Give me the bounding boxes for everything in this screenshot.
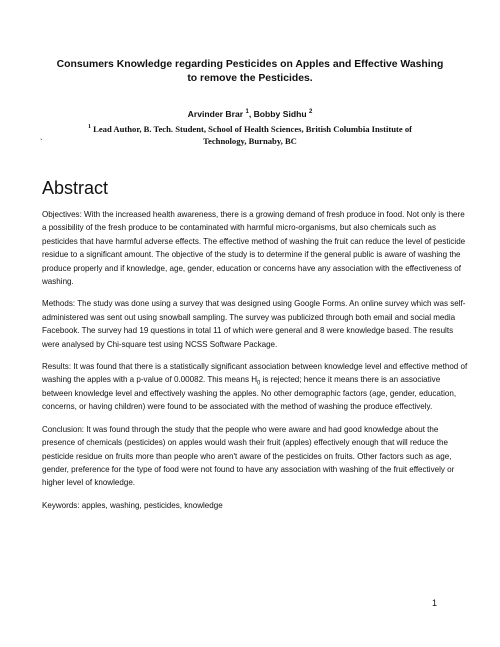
methods-paragraph: Methods: The study was done using a survey that was designed using Google Forms. An online survey which was self-administered was sent out using snowball sampling. The survey was publicized through both email and social media Facebook. The survey had 19 questions in total 11 of which were general and 8 were knowledge based. The results were analysed by Chi-square test using NCSS Software Package. bbox=[42, 299, 466, 349]
results-subscript: 0 bbox=[257, 381, 261, 388]
objectives-paragraph: Objectives: With the increased health awareness, there is a growing demand of fresh produce in food. Not only is there a possibility of the fresh produce to be contaminated with harmful micro-organisms, but also chemicals such as pesticides that have harmful adverse effects. The effective method of washing the fruit can reduce the level of pesticide residue to a significant amount. The objective of the study is to determine if the general public is aware of washing the produce properly and if knowledge, age, gender, education or concerns have any association with the effectiveness of washing. bbox=[42, 210, 466, 287]
affiliation-line-2: Technology, Burnaby, BC bbox=[203, 136, 297, 146]
affiliation bbox=[60, 123, 440, 147]
results-text-1: Results: It was found that there is a statistically significant association between knowledge level and effective method of washing the apples with a p-value of 0.00082. This means H bbox=[42, 362, 468, 385]
results-text-2: is rejected; hence it means there is an associative between knowledge level and effectively washing the apples. No other demographic factors (age, gender, education, concerns, or having children) were found to be associated with the method of washing the produce effectively. bbox=[42, 375, 457, 412]
paper-title-line-1: Consumers Knowledge regarding Pesticides on Apples and Effective Washing bbox=[56, 59, 444, 70]
abstract-body bbox=[42, 208, 468, 521]
page-number: 1 bbox=[432, 598, 438, 608]
author-separator: , bbox=[248, 109, 254, 119]
stray-mark: ` bbox=[40, 138, 43, 147]
author-list bbox=[40, 108, 460, 121]
affiliation-line-1 bbox=[60, 123, 440, 135]
abstract-heading: Abstract bbox=[42, 178, 109, 198]
affiliation-text-1: Lead Author, B. Tech. Student, School of Health Sciences, British Columbia Institute of bbox=[90, 124, 413, 134]
author-2-mark: 2 bbox=[308, 109, 313, 116]
conclusion-paragraph: Conclusion: It was found through the study that the people who were aware and had good knowledge about the presence of chemicals (pesticides) on apples would wash their fruit (apples) effectively enough that will reduce the pesticide residue on fruits more than people who aren't aware of the pesticides on fruits. Other factors such as age, gender, preference for the type of food were not found to have any association with washing of the fruit effectively or higher level of knowledge. bbox=[42, 424, 455, 488]
paper-title bbox=[40, 58, 460, 86]
paper-title-line-2: to remove the Pesticides. bbox=[187, 73, 313, 84]
author-2-name: Bobby Sidhu bbox=[253, 109, 307, 119]
results-paragraph bbox=[42, 360, 468, 414]
author-1-mark: 1 bbox=[245, 109, 249, 116]
keywords-line: Keywords: apples, washing, pesticides, knowledge bbox=[42, 500, 223, 510]
author-1-name: Arvinder Brar bbox=[187, 109, 244, 119]
affiliation-mark: 1 bbox=[87, 124, 91, 131]
